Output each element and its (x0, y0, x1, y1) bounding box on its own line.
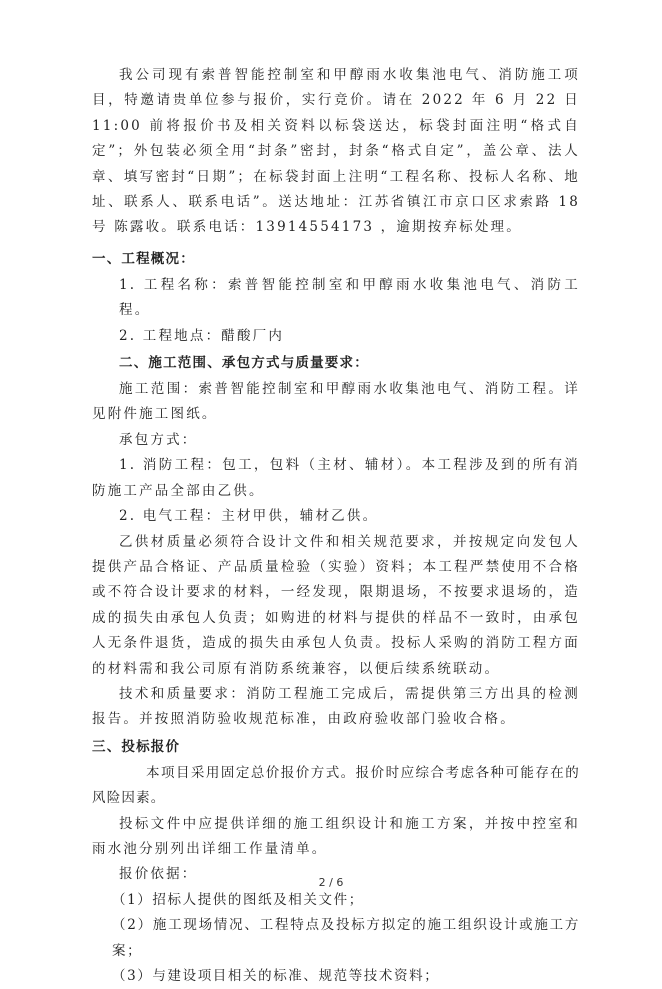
bid-docs-paragraph: 投标文件中应提供详细的施工组织设计和施工方案，并按中控室和雨水池分别列出详细工作量清单。 (92, 815, 580, 857)
project-name-item: 1. 工程名称：索普智能控制室和甲醇雨水收集池电气、消防工程。 (119, 276, 580, 319)
material-quality-paragraph: 乙供材质量必须符合设计文件和相关规范要求，并按规定向发包人提供产品合格证、产品质量检验（实验）资料；本工程严禁使用不合格或不符合设计要求的材料，一经发现，限期退场，不按要求退场的，造成的损失由承包人负责；如购进的材料与提供的样品不一致时，由承包人无条件退货，造成的损失由承包人负责。投标人采购的消防工程方面的材料需和我公司原有消防系统兼容，以便后续系统联动。 (92, 533, 580, 677)
project-location-item: 2. 工程地点：醋酸厂内 (119, 327, 285, 344)
basis-label: 报价依据： (119, 866, 198, 883)
tech-quality-paragraph: 技术和质量要求：消防工程施工完成后，需提供第三方出具的检测报告。并按照消防验收规范标准，由政府验收部门验收合格。 (92, 685, 580, 728)
fixed-price-paragraph: 本项目采用固定总价报价方式。报价时应综合考虑各种可能存在的风险因素。 (92, 764, 580, 807)
basis-item: （2）施工现场情况、工程特点及投标方拟定的施工组织设计或施工方案； (112, 917, 580, 959)
document-body (92, 63, 580, 989)
page-number: 2 / 6 (318, 876, 344, 889)
basis-item: （1）招标人提供的图纸及相关文件； (112, 891, 364, 908)
section2-heading: 二、施工范围、承包方式与质量要求： (119, 355, 369, 372)
scope-paragraph: 施工范围：索普智能控制室和甲醇雨水收集池电气、消防工程。详见附件施工图纸。 (92, 381, 580, 423)
contract-item-fire: 1. 消防工程：包工，包料（主材、辅材）。本工程涉及到的所有消防施工产品全部由乙供。 (92, 457, 580, 499)
intro-paragraph: 我公司现有索普智能控制室和甲醇雨水收集池电气、消防施工项目，特邀请贵单位参与报价，实行竞价。请在 2022 年 6 月 22 日 11:00 前将报价书及相关资料以标袋送达，标袋封面注明“格式自定”；外包装必须全用“封条”密封，封条“格式自定”，盖公章、法人章、填写密封“日期”；在标袋封面上注明“工程名称、投标人名称、地址、联系人、联系电话”。送达地址：江苏省镇江市京口区求索路 18 号 陈露收。联系电话：13914554173 ，逾期按弃标处理。 (92, 67, 580, 236)
section1-heading: 一、工程概况： (92, 250, 195, 267)
contract-label: 承包方式： (119, 431, 198, 448)
contract-item-electrical: 2. 电气工程：主材甲供，辅材乙供。 (119, 508, 379, 525)
basis-item: （3）与建设项目相关的标准、规范等技术资料； (112, 968, 440, 984)
section3-heading: 三、投标报价 (92, 738, 181, 755)
